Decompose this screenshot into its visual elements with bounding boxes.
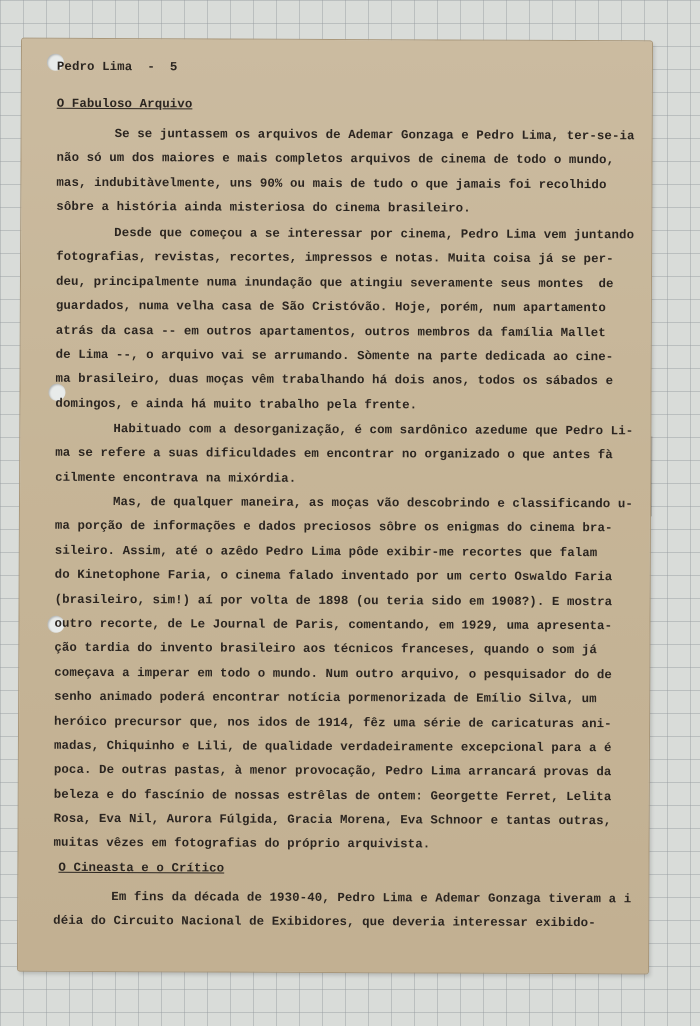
paragraph [53,490,633,858]
text-line: madas, Chiquinho e Lili, de qualidade verdadeiramente excepcional para a é [53,738,612,756]
text-line: começava a imperar em todo o mundo. Num outro arquivo, o pesquisador do de [54,665,612,682]
text-line: cilmente encontrava na mixórdia. [55,470,297,486]
page-header: Pedro Lima - 5 [56,59,178,75]
text-line: Desde que começou a se interessar por cinema, Pedro Lima vem juntando [114,226,635,243]
paragraph [55,417,633,493]
text-line: Habituado com a desorganização, é com sardônico azedume que Pedro Li- [113,422,634,439]
text-line: do Kinetophone Faria, o cinema falado inventado por um certo Oswaldo Faria [54,567,613,585]
typewritten-page [18,39,652,974]
text-line: sileiro. Assim, até o azêdo Pedro Lima pôde exibir-me recortes que falam [54,543,598,560]
text-line: ma brasileiro, duas moças vêm trabalhando há dois anos, todos os sábados e [55,372,614,389]
paragraph [56,122,634,222]
text-line: ção tardia do invento brasileiro aos técnicos franceses, quando o som já [54,641,597,658]
text-line: fotografias, revistas, recortes, impressos e notas. Muita coisa já se per- [56,250,614,267]
text-line: outro recorte, de Le Journal de Paris, comentando, em 1929, uma apresenta- [54,616,613,634]
text-line: (brasileiro, sim!) aí por volta de 1898 (ou teria sido em 1908?). E mostra [54,592,613,609]
page-text [18,39,652,974]
text-line: deu, principalmente numa inundação que atingiu severamente seus montes de [55,274,614,291]
text-line: Em fins da década de 1930-40, Pedro Lima e Ademar Gonzaga tiveram a i [111,890,632,907]
text-line: atrás da casa -- em outros apartamentos, outros membros da família Mallet [55,323,606,340]
text-line: heróico precursor que, nos idos de 1914, fêz uma série de caricaturas ani- [54,714,612,731]
section-title: O Fabuloso Arquivo [56,96,193,112]
text-line: poca. De outras pastas, à menor provocação, Pedro Lima arrancará provas da [53,763,612,780]
text-line: não só um dos maiores e mais completos arquivos de cinema de todo o mundo, [56,151,615,168]
text-line: muitas vêzes em fotografias do próprio arquivista. [53,836,431,852]
text-line: ma se refere a suas dificuldades em encontrar no organizado o que antes fà [55,446,613,463]
text-line: ma porção de informações e dados preciosos sôbre os enigmas do cinema bra- [54,519,613,536]
text-line: sôbre a história ainda misteriosa do cinema brasileiro. [56,199,471,216]
paragraph [55,221,634,419]
paragraph [53,885,631,936]
text-line: déia do Circuito Nacional de Exibidores, que deveria interessar exibido- [53,914,596,931]
text-line: Rosa, Eva Nil, Aurora Fúlgida, Gracia Morena, Eva Schnoor e tantas outras, [53,811,612,829]
text-line: domingos, e ainda há muito trabalho pela frente. [55,396,418,413]
section-title: O Cineasta e o Crítico [58,860,225,876]
text-line: beleza e do fascínio de nossas estrêlas de ontem: Georgette Ferret, Lelita [53,787,612,804]
text-line: Se se juntassem os arquivos de Ademar Gonzaga e Pedro Lima, ter-se-ia [114,127,635,144]
text-line: Mas, de qualquer maneira, as moças vão descobrindo e classificando u- [112,495,634,512]
text-line: senho animado poderá encontrar notícia pormenorizada de Emílio Silva, um [54,689,597,707]
text-line: guardados, numa velha casa de São Cristóvão. Hoje, porém, num apartamento [55,298,607,316]
text-line: de Lima --, o arquivo vai se arrumando. Sòmente na parte dedicada ao cine- [55,347,614,365]
text-line: mas, indubitàvelmente, uns 90% ou mais de tudo o que jamais foi recolhido [56,175,607,192]
